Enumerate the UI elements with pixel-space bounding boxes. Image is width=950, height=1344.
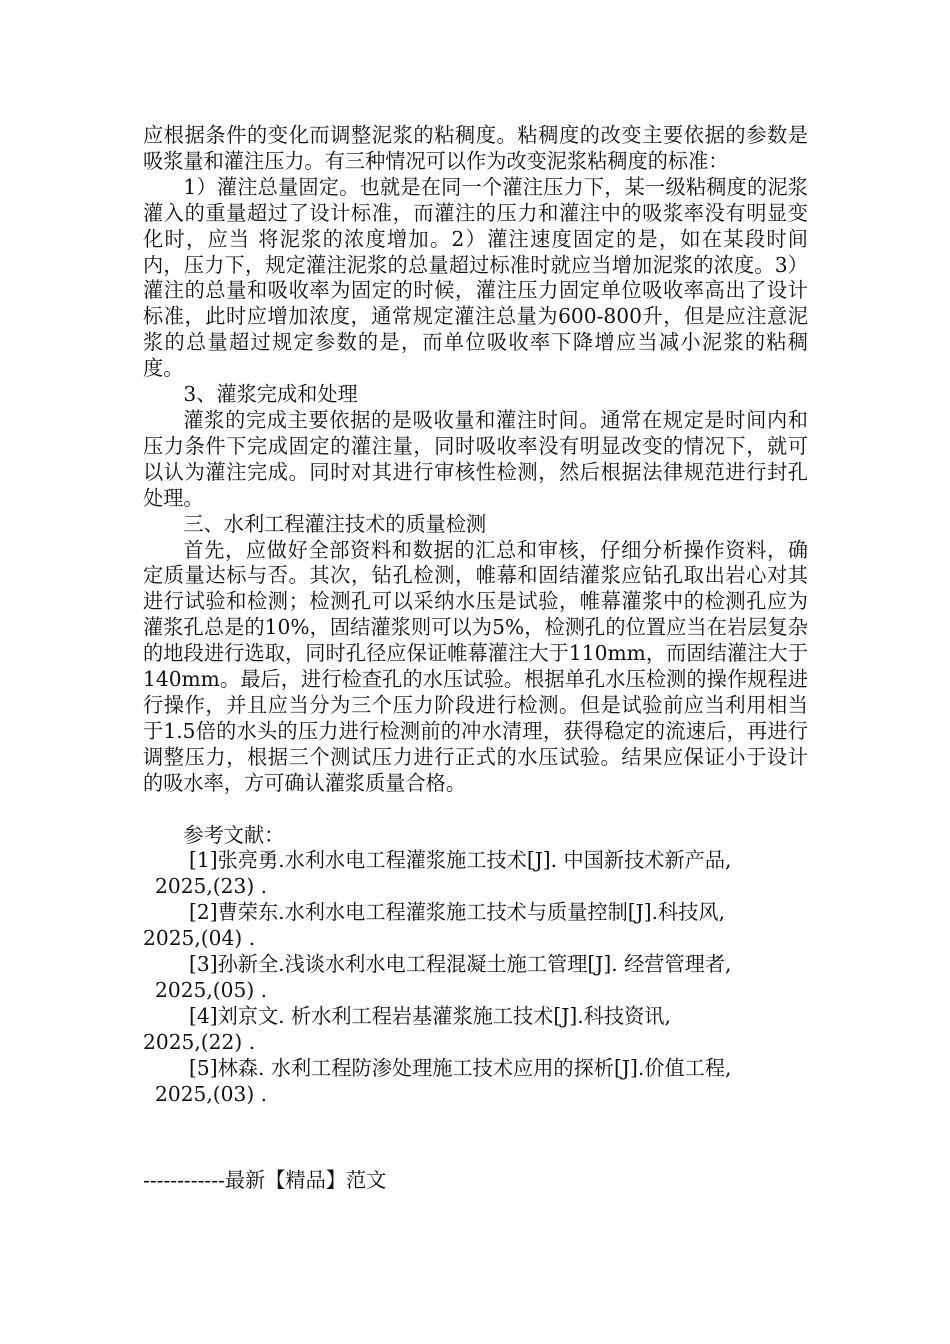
reference-item [143,848,808,900]
reference-year: 2025,(03) . [155,1081,268,1106]
reference-text: [2]曹荣东.水利水电工程灌浆施工技术与质量控制[J].科技风, [189,900,726,925]
paragraph-intro: 应根据条件的变化而调整泥浆的粘稠度。粘稠度的改变主要依据的参数是吸浆量和灌注压力。有三种情况可以作为改变泥浆粘稠度的标准： [143,123,808,173]
paragraph-quality-inspection: 首先，应做好全部资料和数据的汇总和审核，仔细分析操作资料，确定质量达标与否。其次，钻孔检测，帷幕和固结灌浆应钻孔取出岩心对其进行试验和检测；检测孔可以采纳水压是试验，帷幕灌浆中的检测孔应为灌浆孔总是的10%，固结灌浆则可以为5%，检测孔的位置应当在岩层复杂的地段进行选取，同时孔径应保证帷幕灌注大于110mm，而固结灌注大于140mm。最后，进行检查孔的水压试验。根据单孔水压检测的操作规程进行操作，并且应当分为三个压力阶段进行检测。但是试验前应当利用相当于1.5倍的水头的压力进行检测前的冲水清理，获得稳定的流速后，再进行调整压力，根据三个测试压力进行正式的水压试验。结果应保证小于设计的吸水率，方可确认灌浆质量合格。 [143,537,808,795]
references-heading: 参考文献： [183,822,285,847]
reference-text: [5]林森. 水利工程防渗处理施工技术应用的探析[J].价值工程, [189,1055,732,1080]
reference-text: [1]张亮勇.水利水电工程灌浆施工技术[J]. 中国新技术新产品, [189,848,732,873]
reference-item [143,1056,808,1108]
reference-text: [3]孙新全.浅谈水利水电工程混凝土施工管理[J]. 经营管理者, [189,952,732,977]
paragraph-conditions: 1）灌注总量固定。也就是在同一个灌注压力下，某一级粘稠度的泥浆灌入的重量超过了设计标准，而灌注的压力和灌注中的吸浆率没有明显变化时，应当 将泥浆的浓度增加。2）灌注速度固定的是，如在某段时间内，压力下，规定灌注泥浆的总量超过标准时就应当增加泥浆的浓度。3）灌注的总量和吸收率为固定的时候，灌注压力固定单位吸收率高出了设计标准，此时应增加浓度，通常规定灌注总量为600-800升，但是应注意泥浆的总量超过规定参数的是，而单位吸收率下降增应当减小泥浆的粘稠度。 [143,174,808,381]
section-heading-quality-inspection: 三、水利工程灌注技术的质量检测 [183,511,487,536]
reference-item [143,900,808,952]
reference-text: [4]刘京文. 析水利工程岩基灌浆施工技术[J].科技资讯, [189,1003,671,1028]
page-footer: ------------最新【精品】范文 [143,1168,387,1192]
reference-year: 2025,(04) . [143,926,256,951]
reference-item [143,1004,808,1056]
reference-year: 2025,(05) . [155,978,268,1002]
section-heading-grouting-completion: 3、灌浆完成和处理 [183,382,358,407]
reference-year: 2025,(23) . [155,874,268,899]
document-body [143,123,808,1108]
paragraph-grouting-completion: 灌浆的完成主要依据的是吸收量和灌注时间。通常在规定是时间内和压力条件下完成固定的灌注量，同时吸收率没有明显改变的情况下，就可以认为灌注完成。同时对其进行审核性检测，然后根据法律规范进行封孔处理。 [143,407,808,510]
reference-item [143,952,808,1004]
reference-year: 2025,(22) . [143,1029,256,1054]
